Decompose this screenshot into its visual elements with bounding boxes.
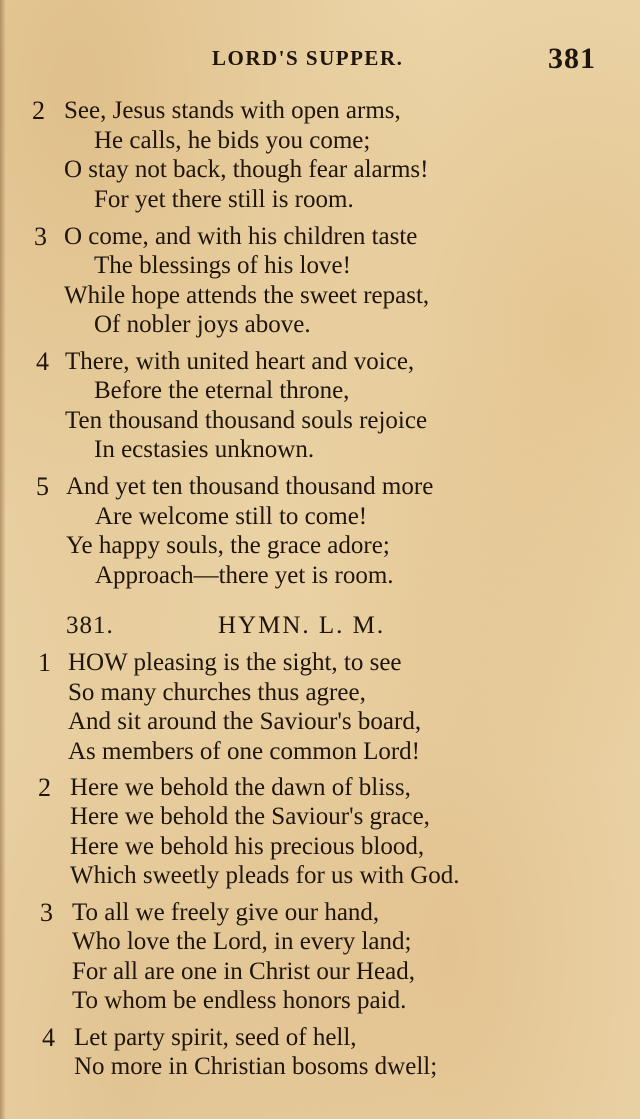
verse-line: Here we behold the dawn of bliss,: [70, 774, 411, 801]
page-number: 381: [548, 42, 596, 75]
page-spine-shadow: [0, 0, 6, 1119]
stanza-number: 2: [32, 96, 45, 125]
verse-line: Of nobler joys above.: [94, 311, 311, 338]
stanza-number: 1: [38, 648, 51, 677]
verse-line: Ten thousand thousand souls rejoice: [65, 407, 428, 434]
verse-line: He calls, he bids you come;: [94, 127, 371, 154]
verse-line: Are welcome still to come!: [95, 503, 368, 530]
verse-line: Let party spirit, seed of hell,: [74, 1024, 357, 1051]
verse-line: For yet there still is room.: [94, 186, 354, 213]
verse-line: No more in Christian bosoms dwell;: [74, 1053, 438, 1080]
hymn-number: 381.: [66, 612, 114, 639]
verse-line: To whom be endless honors paid.: [72, 987, 407, 1014]
verse-line: As members of one common Lord!: [68, 738, 421, 765]
verse-line: To all we freely give our hand,: [72, 899, 380, 926]
hymn-title: HYMN. L. M.: [218, 612, 386, 639]
stanza-number: 2: [38, 773, 51, 802]
verse-line: There, with united heart and voice,: [65, 348, 415, 375]
verse-line: And sit around the Saviour's board,: [68, 708, 422, 735]
verse-line: See, Jesus stands with open arms,: [64, 97, 401, 124]
verse-line: Before the eternal throne,: [94, 377, 350, 404]
stanza-number: 3: [34, 222, 47, 251]
verse-line: So many churches thus agree,: [68, 679, 366, 706]
verse-line: O stay not back, though fear alarms!: [64, 156, 429, 183]
verse-line: O come, and with his children taste: [64, 223, 418, 250]
stanza-number: 4: [42, 1023, 55, 1052]
verse-line: Here we behold his precious blood,: [70, 833, 425, 860]
verse-line: For all are one in Christ our Head,: [72, 958, 415, 985]
stanza-number: 4: [36, 347, 49, 376]
running-head: [0, 42, 640, 76]
running-title: LORD'S SUPPER.: [212, 46, 404, 70]
verse-line: Approach—there yet is room.: [95, 562, 394, 589]
verse-line: In ecstasies unknown.: [94, 436, 315, 463]
verse-line: Here we behold the Saviour's grace,: [70, 803, 430, 830]
verse-line: Ye happy souls, the grace adore;: [66, 532, 390, 559]
verse-line: And yet ten thousand thousand more: [66, 473, 434, 500]
verse-line: Which sweetly pleads for us with God.: [70, 862, 460, 889]
stanza-number: 3: [40, 898, 53, 927]
verse-line: Who love the Lord, in every land;: [72, 928, 412, 955]
verse-line: The blessings of his love!: [94, 252, 351, 279]
stanza-number: 5: [36, 472, 49, 501]
verse-line: While hope attends the sweet repast,: [64, 282, 430, 309]
verse-line: HOW pleasing is the sight, to see: [68, 649, 402, 676]
